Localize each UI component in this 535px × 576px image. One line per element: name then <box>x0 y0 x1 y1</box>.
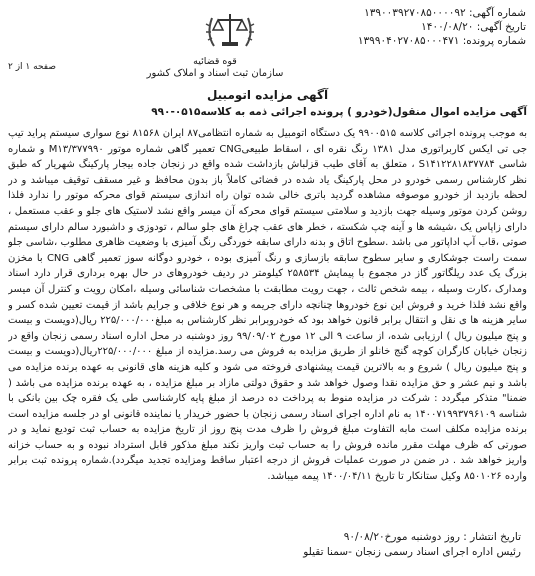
organization-line1: قوه قضائیه <box>193 56 237 67</box>
publish-date: تاریخ انتشار : روز دوشنبه مورخ۹۰/۰۸/۲۰ <box>343 531 521 543</box>
organization-line2: سازمان ثبت اسناد و املاک کشور <box>146 68 284 79</box>
announcement-footer <box>221 530 521 560</box>
organization-name <box>130 56 300 80</box>
ad-date: تاریخ آگهی: ۱۴۰۰/۰۸/۲۰ <box>421 21 526 33</box>
document-subtitle: آگهی مزایده اموال منقول(خودرو ) پرونده اجرائی ذمه به کلاسه۰۵۱۵-۹۹۰ <box>151 106 527 118</box>
ad-number: شماره آگهی: ۱۳۹۰۰۳۹۲۷۰۸۵۰۰۰۰۹۲ <box>364 7 526 19</box>
ad-metadata <box>300 6 526 48</box>
document-title: آگهی مزایده اتومبیل <box>206 88 329 102</box>
page-number: صفحه ۱ از ۲ <box>8 62 56 72</box>
judiciary-emblem-icon <box>200 6 260 54</box>
issuer-name: رئیس اداره اجرای اسناد رسمی زنجان -سمنا تقیلو <box>303 546 521 558</box>
file-number: شماره پرونده: ۱۳۹۹۰۴۰۲۷۰۸۵۰۰۰۴۷۱ <box>357 35 526 47</box>
announcement-body: به موجب پرونده اجرائی کلاسه ۹۹۰۰۵۱۵ یک دستگاه اتومبیل به شماره انتظامی۸۷ ایران ۸۱۵۶۸ نوع سواری سیستم پراید تیپ جی تی ایکس کاربراتوری مدل ۱۳۸۱ رنگ نقره ای ، اسقاط طبیعیCNG تعمیر گاهی شماره موتور M۱۳/۳۷۷۹۹۰ و شماره شاسی S۱۴۱۲۲۸۱۸۳۷۷۸۴ ، متعلق به آقای طیب قزلباش بازداشت شده واقع در زنجان جاده بیجار پارکینگ شهریار که طبق نظر کارشناس رسمی خودرو در محل پارکینگ یاد شده در فضائی کاملاً باز بدون محافظ و غیر مسقف توقیف میباشد و در لحظه بازدید از خودرو موصوفه مشاهده گردید باتری خالی شده توان راه اندازی سیستم قوای محرکه موتور را ندارد فلذا روشن کردن موتور وسیله جهت بازدید و سلامتی سیستم قوای محرکه آن میسر واقع نشد لاستیک های جلو و عقب مستعمل ، دارای زاپاس یک ،شیشه ها و آینه چپ شکسته ، خطر های عقب چراغ های جلو سالم ، تودوزی و داشبورد سالم دارای سیستم صوتی ،قاب آپ اداپاتور می باشد .سطوح اتاق و بدنه دارای سابقه خوردگی رنگ آمیزی با وضعیت ظاهری مطلوب ،شاسی جلو سمت راست جوشکاری و سایر سطوح سابقه بازسازی و رنگ آمیزی بوده ، خودرو دوگانه سوز تعمیر گاهی CNG با مخزن بزرگ یک عدد ریلگاتور گاز در مجموع با پیمایش ۲۵۸۵۳۴ کیلومتر در ردیف خودروهای در حال بهره برداری قرار دارد اسناد ومدارک ،کارت وسیله ، بیمه شخص ثالث ، جهت رویت مطابقت با مشخصات شناسائی وسیله ،امکان رویت و کنترل آن میسر واقع نشد فلذا خرید و فروش این نوع خودروها چنانچه دارای جریمه و هر نوع خلافی و جرایم باشد از قیمت تعیین شده کسر و سایر هزینه ها ی نقل و انتقال برابر قانون خواهد بود که خودروبرابر نظر کارشناس به مبلغ۲۲۵/۰۰۰/۰۰۰ ریال(دویست و بیست و پنج میلیون ریال ) ارزیابی شده، از ساعت ۹ الی ۱۲ مورخ ۹۹/۰۹/۰۲ روز دوشنبه در محل اداره اسناد رسمی زنجان واقع در زنجان خیابان کارگران کوچه گنج خانلو از طریق مزایده به فروش می رسد.مزایده از مبلغ ۲۲۵/۰۰۰/۰۰۰ریال(دویست و بیست و پنج میلیون ریال ) شروع و به بالاترین قیمت پیشنهادی فروخته می شود و کلیه هزینه های قانونی به عهده برنده مزایده می باشد و نیم عشر و حق مزایده نقدا وصول خواهد شد و حقوق دولتی مازاد بر مبلغ مزایده ، به عهده برنده مزایده می باشد ( ضمنا" متذکر میگردد : شرکت در مزایده منوط به پرداخت ده درصد از مبلغ پایه کارشناسی طی یک فقره چک بین بانکی با شناسه ۱۴۰۰۷۱۹۹۳۷۹۶۱۰۹ به نام اداره اجرای اسناد رسمی زنجان با حضور خریدار یا نماینده قانونی او در جلسه مزایده است برنده مزایده مکلف است مابه التفاوت مبلغ فروش را ظرف مدت پنج روز از تاریخ مزایده به حساب ثبت تودیع نماید و در صورتی که ظرف مهلت مقرر مانده فروش را به حساب ثبت واریز نکند مبلغ مذکور قابل استرداد نبوده و به حساب خزانه واریز خواهد شد . در ضمن در صورت عملیات فروش از درجه اعتبار ساقط ومزایده تجدید میگردد).شماره پرونده ثبت برابر وارده ۸۵۰۱۰۲۶ وکیل ستانکار تا تاریخ ۱۴۰۰/۰۴/۱۱ پیمه میباشد. <box>8 128 527 483</box>
